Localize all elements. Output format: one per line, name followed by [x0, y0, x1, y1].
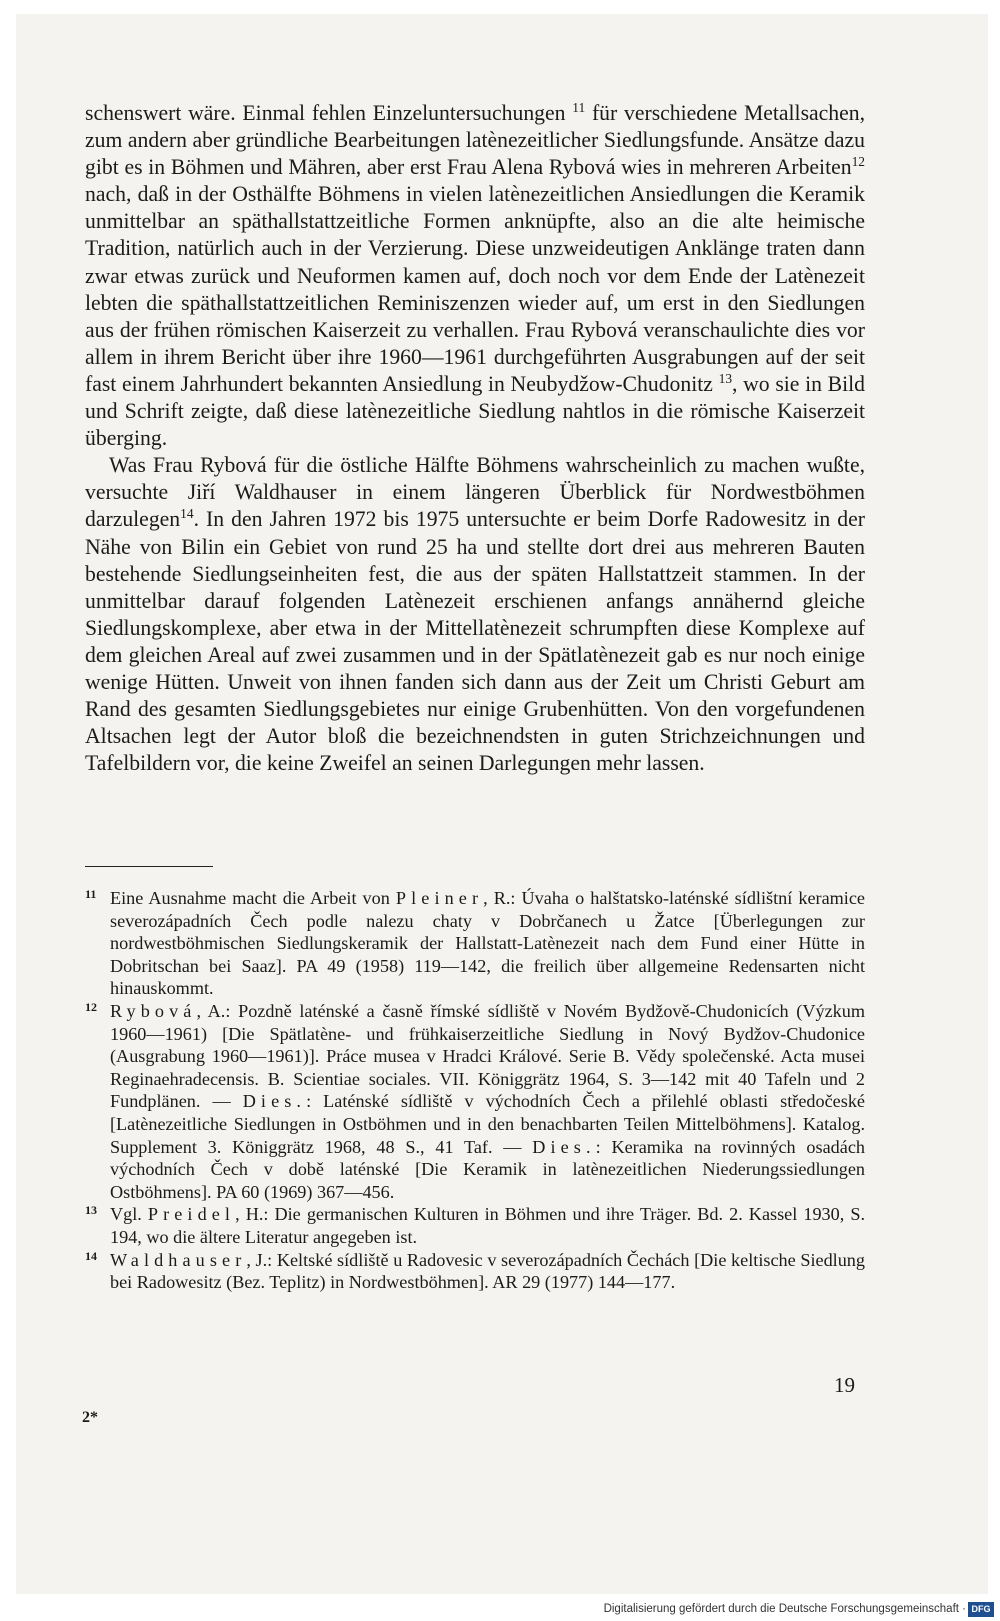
footnote-number: 12 [85, 999, 97, 1014]
paragraph-2: Was Frau Rybová für die östliche Hälfte Böhmens wahrscheinlich zu machen wußte, versuchte Jiří Waldhauser in einem längeren Überblick für Nordwestböhmen darzulegen$^{14}$. In den Jahren 1972 bis 1975 untersuchte er beim Dorfe Radowesitz in der Nähe von Bilin ein Gebiet von rund 25 ha und stellte dort drei aus mehreren Bauten bestehende Siedlungseinheiten fest, die aus der späten Hallstattzeit stammen. In der unmittelbar darauf folgenden Latènezeit erschienen anfangs annähernd gleiche Siedlungskomplexe, aber etwa in der Mittellatènezeit schrumpften diese Komplexe auf dem gleichen Areal auf zwei zusammen und in der Spätlatènezeit gab es nur noch einige wenige Hütten. Unweit von ihnen fanden sich dann aus der Zeit um Christi Geburt am Rand des gesamten Siedlungsgebietes nur einige Grubenhütten. Von den vorgefundenen Altsachen legt der Autor bloß die bezeichnendsten in guten Strichzeichnungen und Tafelbildern vor, die keine Zweifel an seinen Darlegungen mehr lassen. [85, 453, 865, 776]
footnote-number: 11 [85, 887, 97, 901]
footnote-number: 14 [85, 1248, 97, 1263]
paragraph-1: schenswert wäre. Einmal fehlen Einzeluntersuchungen $^{11}$ für verschiedene Metallsachen, zum andern aber gründliche Bearbeitungen latènezeitlicher Siedlungsfunde. Ansätze dazu gibt es in Böhmen und Mähren, aber erst Frau Alena Rybová wies in mehreren Arbeiten$^{12}$ nach, daß in der Osthälfte Böhmens in vielen latènezeitlichen Ansiedlungen die Keramik unmittelbar an späthallstattzeitliche Formen anknüpfte, also an die alte heimische Tradition, natürlich auch in der Verzierung. Diese unzweideutigen Anklänge traten dann zwar etwas zurück und Neuformen kamen auf, doch noch vor dem Ende der Latènezeit lebten die späthallstattzeitlichen Reminiszenzen wieder auf, um erst in den Siedlungen aus der frühen römischen Kaiserzeit zu verhallen. Frau Rybová veranschaulichte dies vor allem in ihrem Bericht über ihre 1960—1961 durchgeführten Ausgrabungen auf der seit fast einem Jahrhundert bekannten Ansiedlung in Neubydžow-Chudonitz $^{13}$, wo sie in Bild und Schrift zeigte, daß diese latènezeitliche Siedlung nahtlos in die römische Kaiserzeit überging. [85, 99, 866, 451]
footnote-number: 13 [85, 1203, 97, 1218]
footnote-11: 11 Eine Ausnahme macht die Arbeit von Pleiner, R.: Úvaha o halštatsko-laténské sídlištní keramice severozápadních Čech podle nalezu chaty v Dobrčanech u Žatce [Überlegungen zur nordwestböhmischen Siedlungskeramik der Hallstatt-Latènezeit nach dem Fund einer Hütte in Dobritschan bei Saaz]. PA 49 (1958) 119—142, die freilich über allgemeine Redensarten nicht hinauskommt. [85, 887, 865, 1000]
page-number: 19 [834, 1373, 855, 1397]
funding-note: Digitalisierung gefördert durch die Deutsche Forschungsgemeinschaft · [603, 1603, 966, 1615]
dfg-logo-icon: DFG [968, 1602, 994, 1617]
author-name: Waldhauser [110, 1249, 247, 1270]
digitization-footer [0, 1601, 1000, 1621]
main-text [85, 100, 865, 777]
footnote-ref-12[interactable]: 12 [851, 153, 865, 169]
footnote-ref-11[interactable]: 11 [572, 99, 586, 115]
footnote-ref-13[interactable]: 13 [718, 370, 733, 386]
footnote-divider [85, 866, 213, 867]
author-name: Rybová [110, 1000, 197, 1021]
dies-marker: Dies. [532, 1136, 596, 1157]
footnotes [85, 887, 865, 1294]
sheet-signature: 2* [82, 1409, 98, 1426]
footnote-13: 13 Vgl. Preidel, H.: Die germanischen Kulturen in Böhmen und ihre Träger. Bd. 2. Kassel 1930, S. 194, wo die ältere Literatur angegeben ist. [85, 1203, 865, 1248]
author-name: Preidel [147, 1204, 236, 1225]
footnote-14: 14 Waldhauser, J.: Keltské sídliště u Radovesic v severozápadních Čechách [Die keltische Siedlung bei Radowesitz (Bez. Teplitz) in Nordwestböhmen]. AR 29 (1977) 144—177. [85, 1249, 865, 1294]
footnote-ref-14[interactable]: 14 [180, 506, 194, 522]
dies-marker: Dies. [242, 1091, 307, 1112]
author-name: Pleiner [395, 888, 484, 908]
footnote-12: 12 Rybová, A.: Pozdně laténské a časně římské sídliště v Novém Bydžově-Chudonicích (Výzkum 1960—1961) [Die Spätlatène- und frühkaiserzeitliche Siedlung in Nový Bydžov-Chudonice (Ausgrabung 1960—1961)]. Práce musea v Hradci Králové. Serie B. Vědy společenské. Acta musei Reginaehradecensis. B. Scientiae sociales. VII. Königgrätz 1964, S. 3—142 mit 40 Tafeln und 2 Fundplänen. — Dies.: Laténské sídliště v východních Čech a přilehlé oblasti středočeské [Latènezeitliche Siedlungen in Ostböhmen und in den benachbarten Teilen Mittelböhmens]. Katalog. Supplement 3. Königgrätz 1968, 48 S., 41 Taf. — Dies.: Keramika na rovinných osadách východních Čech v době laténské [Die Keramik in latènezeitlichen Niederungssiedlungen Ostböhmens]. PA 60 (1969) 367—456. [85, 1000, 865, 1203]
